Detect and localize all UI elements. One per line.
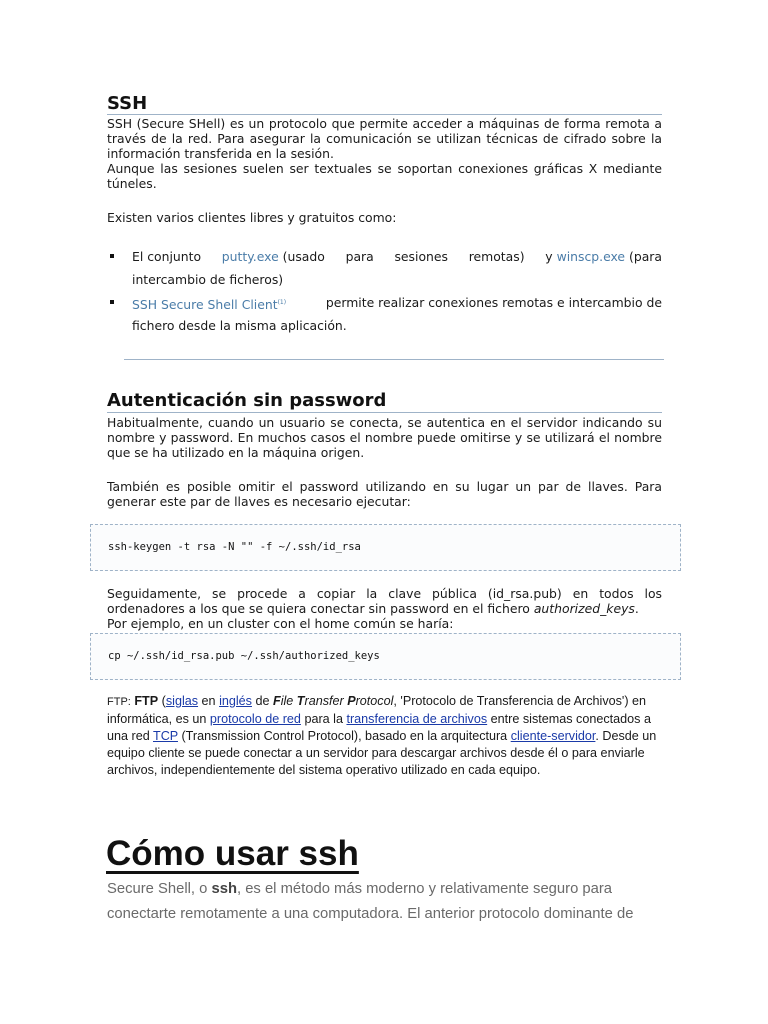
- footnote-marker: (1): [277, 299, 287, 306]
- bullet1-word-remotas: remotas): [468, 249, 525, 264]
- code-block-copy: [90, 633, 681, 680]
- auth-para-3-pre: Seguidamente, se procede a copiar la clave pública (id_rsa.pub) en todos los ordenadores a los que se quiera conectar sin password en el fichero: [107, 586, 662, 616]
- putty-link[interactable]: putty.exe: [221, 249, 279, 264]
- bullet1-post: (para: [629, 249, 662, 264]
- bullet1-word-para: para: [345, 249, 374, 264]
- ingles-link[interactable]: inglés: [219, 694, 252, 708]
- auth-para-3-post: .: [634, 601, 639, 616]
- ssh-para-1: SSH (Secure SHell) es un protocolo que permite acceder a máquinas de forma remota a través de la red. Para asegurar la comunicación se utilizan técnicas de cifrado sobre la información transferida en la sesión.: [107, 116, 662, 161]
- ftp-letter-f: F: [272, 694, 281, 708]
- ftp-term: FTP: [134, 694, 159, 708]
- ftp-letter-t: T: [296, 694, 305, 708]
- ftp-text: de: [255, 694, 270, 708]
- lead-text: , es el método más moderno y relativamente seguro para conectarte remotamente a una computadora. El anterior protocolo dominante de: [107, 881, 634, 922]
- tcp-link[interactable]: TCP: [153, 729, 178, 743]
- lead-ssh-term: ssh: [211, 881, 237, 897]
- protocolo-red-link[interactable]: protocolo de red: [209, 712, 301, 726]
- list-item-ssh-client: [132, 291, 662, 316]
- cliente-servidor-link[interactable]: cliente-servidor: [510, 729, 596, 743]
- bullet1-word-y: y: [545, 249, 553, 264]
- bullet2-post: permite realizar conexiones remotas e intercambio de: [325, 295, 662, 310]
- lead-text: Secure Shell, o: [107, 881, 208, 897]
- auth-para-4: Por ejemplo, en un cluster con el home común se haría:: [107, 616, 454, 631]
- code-block-keygen: [90, 524, 681, 571]
- auth-para-3: [107, 586, 662, 631]
- auth-para-1: Habitualmente, cuando un usuario se conecta, se autentica en el servidor indicando su nombre y password. En muchos casos el nombre puede omitirse y se utilizará el nombre que se ha utilizado en la máquina origen.: [107, 415, 662, 460]
- auth-para-2: También es posible omitir el password utilizando en su lugar un par de llaves. Para generar este par de llaves es necesario ejecutar:: [107, 479, 662, 509]
- ftp-definition: [107, 693, 662, 779]
- ftp-text: entre sistemas conectados a una red: [107, 712, 651, 743]
- ssh-client-link[interactable]: SSH Secure Shell Client: [132, 297, 278, 313]
- bullet1-word-sesiones: sesiones: [394, 249, 448, 264]
- como-usar-title: Cómo usar ssh: [106, 834, 359, 873]
- bullet1-line2: intercambio de ficheros): [132, 272, 284, 287]
- ftp-text: , 'Protocolo de Transferencia de Archivos') en informática, es un: [107, 694, 647, 726]
- ssh-para-3: Existen varios clientes libres y gratuitos como:: [107, 210, 397, 225]
- como-usar-lead: [107, 877, 662, 927]
- ftp-text: en: [201, 694, 216, 708]
- ftp-letter-p: P: [347, 694, 356, 708]
- code-keygen: ssh-keygen -t rsa -N "" -f ~/.ssh/id_rsa: [108, 541, 361, 553]
- ssh-heading: SSH: [107, 93, 148, 114]
- code-copy: cp ~/.ssh/id_rsa.pub ~/.ssh/authorized_keys: [108, 650, 380, 662]
- bullet2-line2: fichero desde la misma aplicación.: [132, 318, 347, 333]
- ftp-text: (: [161, 694, 166, 708]
- authorized-keys-term: authorized_keys: [533, 601, 635, 616]
- winscp-link[interactable]: winscp.exe: [556, 249, 626, 264]
- ftp-expansion-text: ile: [280, 694, 294, 708]
- bullet1-mid-a: (usado: [282, 249, 325, 264]
- ftp-text: (Transmission Control Protocol), basado en la arquitectura: [181, 729, 508, 743]
- bullet1-pre: El conjunto: [132, 249, 202, 264]
- ftp-text: . Desde un equipo cliente se puede conectar a un servidor para descargar archivos desde él o para enviarle archivos, independientemente del sistema operativo utilizado en cada equipo.: [107, 729, 657, 777]
- ssh-heading-rule: [107, 114, 662, 115]
- bullet-icon: [110, 254, 114, 258]
- section-divider: [124, 359, 664, 360]
- auth-heading: Autenticación sin password: [107, 390, 387, 411]
- bullet-icon: [110, 300, 114, 304]
- auth-heading-rule: [107, 412, 662, 413]
- siglas-link[interactable]: siglas: [165, 694, 199, 708]
- list-item-putty: [132, 245, 662, 268]
- ftp-expansion-text: ransfer: [304, 694, 344, 708]
- transferencia-archivos-link[interactable]: transferencia de archivos: [346, 712, 488, 726]
- ssh-para-2: Aunque las sesiones suelen ser textuales se soportan conexiones gráficas X mediante túneles.: [107, 161, 662, 191]
- ftp-text: para la: [304, 712, 343, 726]
- ftp-expansion-text: rotocol: [355, 694, 394, 708]
- ftp-label: FTP:: [107, 696, 131, 708]
- client-list: [110, 245, 662, 340]
- ftp-expansion: [273, 694, 393, 708]
- ssh-intro: [107, 116, 662, 191]
